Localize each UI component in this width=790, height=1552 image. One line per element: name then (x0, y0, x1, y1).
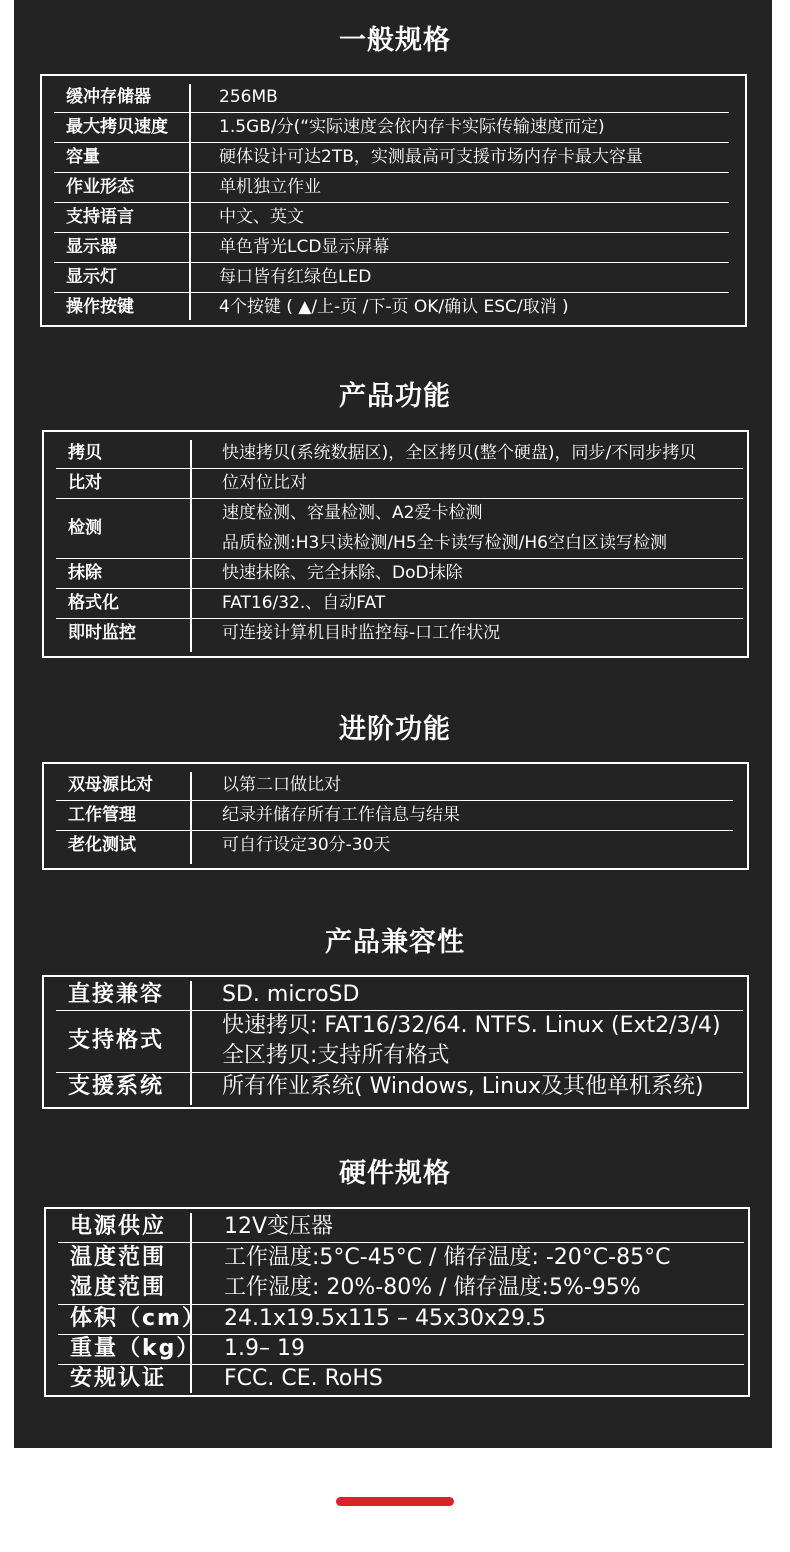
hardware-spec-table (44, 1207, 750, 1397)
table-row: 工作管理 纪录并储存所有工作信息与结果 (68, 805, 460, 825)
section-title-features: 产品功能 (339, 381, 451, 412)
table-row: 检测 速度检测、容量检测、A2爱卡检测 品质检测:H3只读检测/H5全卡读写检测/H6空白区读写检测 (68, 503, 667, 553)
table-row: 老化测试 可自行设定30分-30天 (68, 835, 391, 855)
table-row: 作业形态 单机独立作业 (66, 177, 321, 197)
table-row: 容量 硬体设计可达2TB，实测最高可支援市场内存卡最大容量 (66, 147, 643, 167)
table-row: 安规认证 FCC. CE. RoHS (70, 1366, 383, 1391)
table-row: 支持格式 快速拷贝: FAT16/32/64. NTFS. Linux (Ext2/3/4) 全区拷贝:支持所有格式 (68, 1013, 721, 1068)
table-row: 体积（cm） 24.1x19.5x115 – 45x30x29.5 (70, 1306, 546, 1331)
table-row: 显示灯 每口皆有红绿色LED (66, 267, 372, 287)
compatibility-spec-table (42, 975, 749, 1109)
section-title-hardware: 硬件规格 (339, 1158, 451, 1189)
scroll-indicator (336, 1497, 454, 1506)
table-row: 支持语言 中文、英文 (66, 207, 304, 227)
section-title-general: 一般规格 (339, 25, 451, 56)
table-row: 支援系统 所有作业系统( Windows, Linux及其他单机系统) (68, 1074, 704, 1099)
table-row: 缓冲存储器 256MB (66, 87, 278, 107)
general-spec-table (40, 74, 747, 327)
advanced-spec-table (42, 762, 749, 870)
section-title-compatibility: 产品兼容性 (325, 927, 465, 958)
table-row: 最大拷贝速度 1.5GB/分(“实际速度会依内存卡实际传输速度而定) (66, 117, 605, 137)
table-row: 重量（kg） 1.9– 19 (70, 1336, 305, 1361)
table-row: 双母源比对 以第二口做比对 (68, 775, 341, 795)
table-row: 电源供应 12V变压器 (70, 1214, 334, 1239)
features-spec-table: 拷贝 快速拷贝(系统数据区)，全区拷贝(整个硬盘)，同步/不同步拷贝 比对 位对位比对 检测 速度检测、容量检测、A2爱卡检测 品质检测:H3只读检测/H5全卡读写检测/H6空白区读写检测 抹除 快速抹除、完全抹除、DoD抹除 格式化 FAT16/32.、自动FAT 即时监控 可连接计算机目时监控每-口工作状况 (42, 430, 749, 658)
table-row: 直接兼容 SD. microSD (68, 982, 360, 1007)
table-row: 显示器 单色背光LCD显示屏幕 (66, 237, 390, 257)
table-row: 操作按键 4个按键 ( ▲/上-页 /下-页 OK/确认 ESC/取消 ) (66, 297, 569, 317)
table-row: 温度范围 湿度范围 工作温度:5°C-45°C / 储存温度: -20°C-85°C 工作湿度: 20%-80% / 储存温度:5%-95% (70, 1245, 671, 1300)
section-title-advanced: 进阶功能 (339, 714, 451, 745)
